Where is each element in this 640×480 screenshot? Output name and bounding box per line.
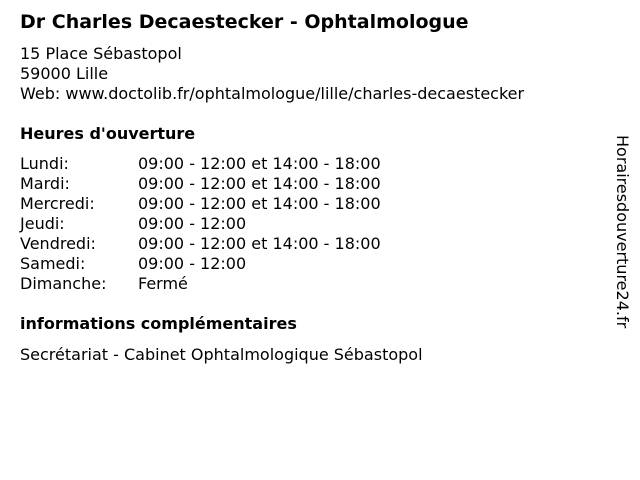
additional-info-heading: informations complémentaires [20, 314, 297, 333]
hours-row-tuesday [20, 174, 381, 194]
time-range: Fermé [138, 274, 188, 293]
additional-info-text: Secrétariat - Cabinet Ophtalmologique Sébastopol [20, 345, 423, 364]
day-label: Vendredi: [20, 234, 96, 253]
hours-row-thursday [20, 214, 381, 234]
day-label: Samedi: [20, 254, 86, 273]
time-range: 09:00 - 12:00 et 14:00 - 18:00 [138, 154, 381, 173]
hours-row-sunday [20, 274, 381, 294]
address-city: 59000 Lille [20, 64, 109, 83]
day-label: Mercredi: [20, 194, 95, 213]
day-label: Mardi: [20, 174, 70, 193]
hours-row-monday [20, 154, 381, 174]
hours-row-wednesday [20, 194, 381, 214]
hours-row-saturday [20, 254, 381, 274]
time-range: 09:00 - 12:00 [138, 214, 247, 233]
time-range: 09:00 - 12:00 et 14:00 - 18:00 [138, 194, 381, 213]
opening-hours-table [20, 154, 381, 294]
day-label: Jeudi: [20, 214, 65, 233]
site-brand-watermark: Horairesdouverture24.fr [613, 135, 632, 329]
day-label: Dimanche: [20, 274, 107, 293]
opening-hours-heading: Heures d'ouverture [20, 124, 196, 143]
page-title: Dr Charles Decaestecker - Ophtalmologue [20, 11, 469, 33]
time-range: 09:00 - 12:00 [138, 254, 247, 273]
website-link[interactable]: Web: www.doctolib.fr/ophtalmologue/lille/charles-decaestecker [20, 84, 525, 103]
address-block [20, 44, 524, 104]
day-label: Lundi: [20, 154, 69, 173]
hours-row-friday [20, 234, 381, 254]
address-street: 15 Place Sébastopol [20, 44, 182, 63]
time-range: 09:00 - 12:00 et 14:00 - 18:00 [138, 234, 381, 253]
time-range: 09:00 - 12:00 et 14:00 - 18:00 [138, 174, 381, 193]
